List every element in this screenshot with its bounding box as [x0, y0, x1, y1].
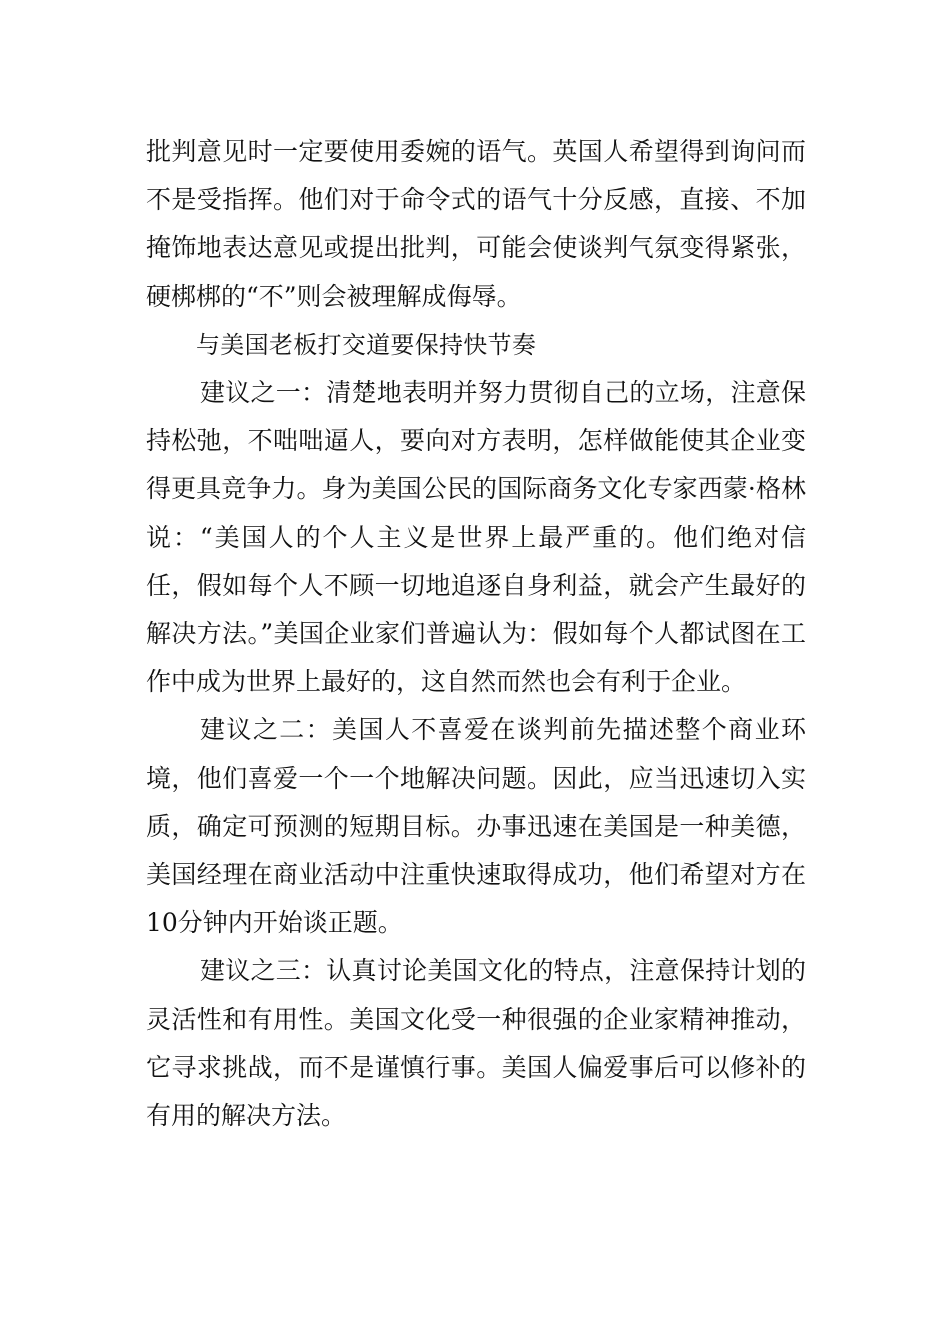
paragraph-continuation: 批判意见时一定要使用委婉的语气。英国人希望得到询问而不是受指挥。他们对于命令式的语气十分反感，直接、不加掩饰地表达意见或提出批判，可能会使谈判气氛变得紧张，硬梆梆的“不”则会被理解成侮辱。 — [146, 137, 806, 311]
paragraph-suggestion-1: 建议之一：清楚地表明并努力贯彻自己的立场，注意保持松弛，不咄咄逼人，要向对方表明，怎样做能使其企业变得更具竞争力。身为美国公民的国际商务文化专家西蒙·格林说：“美国人的个人主义是世界上最严重的。他们绝对信任，假如每个人不顾一切地追逐自身利益，就会产生最好的解决方法。”美国企业家们普遍认为：假如每个人都试图在工作中成为世界上最好的，这自然而然也会有利于企业。 — [146, 378, 806, 697]
document-page — [146, 128, 806, 1140]
paragraph-suggestion-3: 建议之三：认真讨论美国文化的特点，注意保持计划的灵活性和有用性。美国文化受一种很强的企业家精神推动，它寻求挑战，而不是谨慎行事。美国人偏爱事后可以修补的有用的解决方法。 — [146, 956, 806, 1131]
paragraph-suggestion-2: 建议之二：美国人不喜爱在谈判前先描述整个商业环境，他们喜爱一个一个地解决问题。因此，应当迅速切入实质，确定可预测的短期目标。办事迅速在美国是一种美德，美国经理在商业活动中注重快速取得成功，他们希望对方在10分钟内开始谈正题。 — [146, 715, 806, 938]
section-heading: 与美国老板打交道要保持快节奏 — [196, 330, 537, 359]
